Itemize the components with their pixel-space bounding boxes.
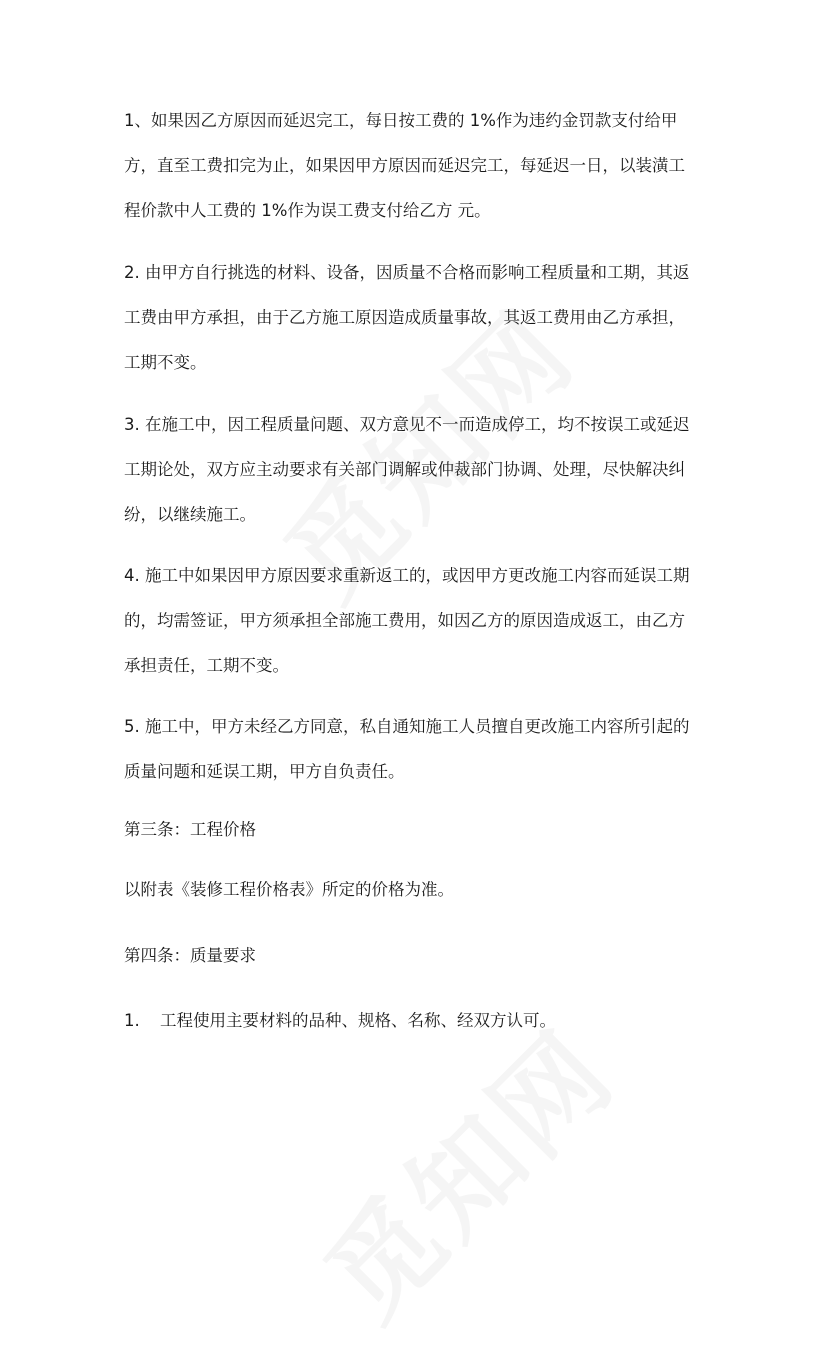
clause-line: 工期不变。 xyxy=(124,353,207,372)
clause-line: 4. 施工中如果因甲方原因要求重新返工的，或因甲方更改施工内容而延误工期 xyxy=(124,566,690,585)
section-four-title: 第四条：质量要求 xyxy=(124,946,256,965)
clause-1 xyxy=(124,98,724,233)
section-three-body: 以附表《装修工程价格表》所定的价格为准。 xyxy=(124,880,454,899)
clause-line: 工期论处，双方应主动要求有关部门调解或仲裁部门协调、处理，尽快解决纠 xyxy=(124,460,685,479)
list-item xyxy=(124,1006,556,1036)
list-item-text: 工程使用主要材料的品种、规格、名称、经双方认可。 xyxy=(160,1011,556,1030)
clause-line: 纷，以继续施工。 xyxy=(124,505,256,524)
clause-line: 质量问题和延误工期，甲方自负责任。 xyxy=(124,762,405,781)
clause-line: 5. 施工中，甲方未经乙方同意，私自通知施工人员擅自更改施工内容所引起的 xyxy=(124,717,690,736)
watermark xyxy=(285,990,643,1348)
section-three-title: 第三条：工程价格 xyxy=(124,820,256,839)
clause-line: 的，均需签证，甲方须承担全部施工费用，如因乙方的原因造成返工，由乙方 xyxy=(124,611,685,630)
clause-4 xyxy=(124,553,724,688)
clause-2 xyxy=(124,250,724,385)
list-item-number: 1. xyxy=(124,1011,140,1030)
clause-3 xyxy=(124,402,724,537)
clause-5 xyxy=(124,704,724,794)
clause-line: 承担责任，工期不变。 xyxy=(124,656,289,675)
clause-line: 工费由甲方承担，由于乙方施工原因造成质量事故，其返工费用由乙方承担， xyxy=(124,308,685,327)
clause-line: 1、如果因乙方原因而延迟完工，每日按工费的 1%作为违约金罚款支付给甲 xyxy=(124,111,678,130)
clause-line: 程价款中人工费的 1%作为误工费支付给乙方 元。 xyxy=(124,201,491,220)
clause-line: 2. 由甲方自行挑选的材料、设备，因质量不合格而影响工程质量和工期，其返 xyxy=(124,263,690,282)
clause-line: 3. 在施工中，因工程质量问题、双方意见不一而造成停工，均不按误工或延迟 xyxy=(124,415,690,434)
clause-line: 方，直至工费扣完为止，如果因甲方原因而延迟完工，每延迟一日，以装潢工 xyxy=(124,156,685,175)
